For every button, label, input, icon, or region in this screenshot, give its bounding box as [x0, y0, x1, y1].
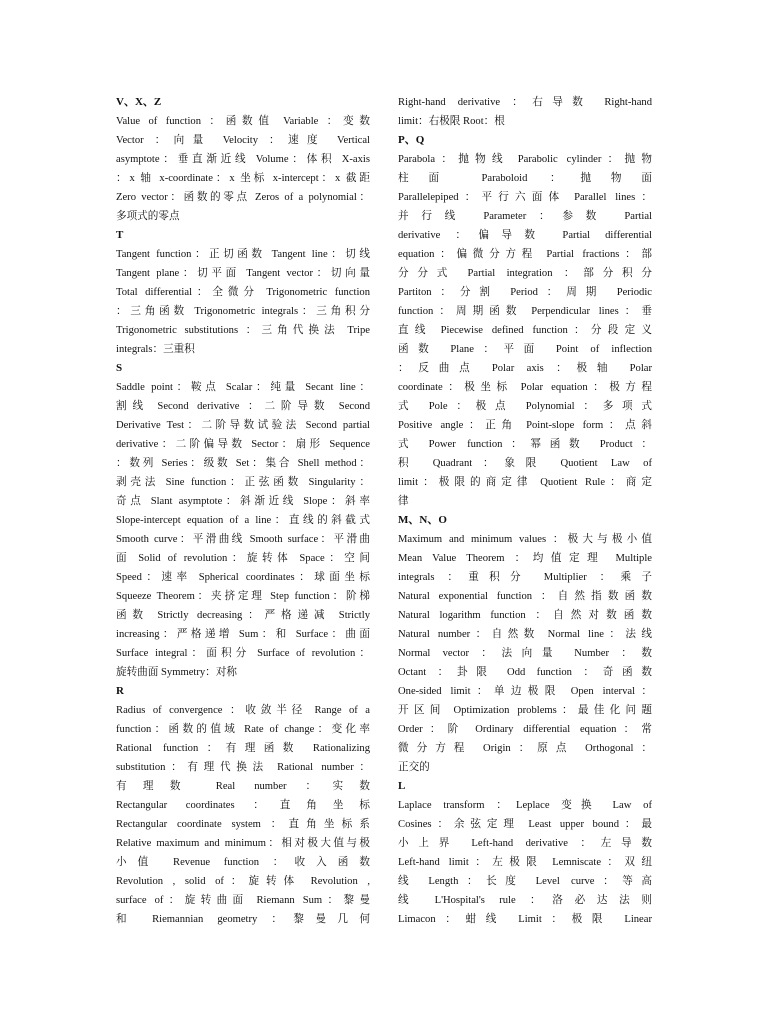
glossary-line: Normal vector ：法向量 Number ：数 [398, 648, 652, 659]
glossary-line: function：函数的值域 Rate of change：变化率 [116, 724, 370, 735]
section-heading: T [116, 229, 124, 241]
glossary-line: Squeeze Theorem：夹挤定理 Step function：阶梯 [116, 591, 370, 602]
glossary-line: 分分式 Partial integration ：部分积分 [398, 268, 652, 279]
glossary-line: limit：右极限 Root：根 [398, 116, 505, 127]
glossary-line: 微分方程 Origin：原点 Orthogonal： [398, 743, 652, 754]
glossary-line: ：反曲点 Polar axis ：极轴 Polar [398, 363, 652, 374]
section-heading: L [398, 780, 406, 792]
glossary-line: Right-hand derivative ：右导数 Right-hand [398, 97, 652, 108]
glossary-line: 直线 Piecewise defined function：分段定义 [398, 325, 652, 336]
glossary-line: Zero vector：函数的零点 Zeros of a polynomial： [116, 192, 370, 203]
section-heading: M、N、O [398, 514, 447, 526]
glossary-line: 函数 Plane：平面 Point of inflection [398, 344, 652, 355]
glossary-line: substitution：有理代换法 Rational number： [116, 762, 370, 773]
glossary-line: Natural exponential function ：自然指数函数 [398, 591, 652, 602]
glossary-line: Total differential：全微分 Trigonometric function [116, 287, 370, 298]
glossary-line: integrals ：重积分 Multiplier ：乘子 [398, 572, 652, 583]
glossary-line: Cosines：余弦定理 Least upper bound：最 [398, 819, 652, 830]
glossary-line: ：三角函数 Trigonometric integrals：三角积分 [116, 306, 370, 317]
glossary-line: 剥壳法 Sine function：正弦函数 Singularity： [116, 477, 370, 488]
glossary-line: increasing：严格递增 Sum：和 Surface：曲面 [116, 629, 370, 640]
glossary-line: 并行线 Parameter：参数 Partial [398, 211, 652, 222]
glossary-line: 线 Length：长度 Level curve：等高 [398, 876, 652, 887]
glossary-line: derivative：二阶偏导数 Sector：扇形 Sequence [116, 439, 370, 450]
glossary-line: asymptote：垂直渐近线 Volume：体积 X-axis [116, 154, 370, 165]
glossary-line: equation：偏微分方程 Partial fractions：部 [398, 249, 652, 260]
glossary-line: 函数 Strictly decreasing：严格递减 Strictly [116, 610, 370, 621]
glossary-line: 律 [398, 496, 409, 507]
glossary-line: Derivative Test：二阶导数试验法 Second partial [116, 420, 370, 431]
glossary-line: Surface integral：面积分 Surface of revolution： [116, 648, 370, 659]
glossary-line: coordinate：极坐标 Polar equation：极方程 [398, 382, 652, 393]
glossary-line: Maximum and minimum values ：极大与极小值 [398, 534, 652, 545]
glossary-line: Value of function ：函数值 Variable ：变数 [116, 116, 370, 127]
section-heading: S [116, 362, 123, 374]
glossary-line: surface of：旋转曲面 Riemann Sum：黎曼 [116, 895, 370, 906]
glossary-line: Parabola：抛物线 Parabolic cylinder：抛物 [398, 154, 652, 165]
glossary-line: 式 Power function：幂函数 Product： [398, 439, 652, 450]
glossary-line: Natural number：自然数 Normal line：法线 [398, 629, 652, 640]
section-heading: R [116, 685, 124, 697]
glossary-line: 和 Riemannian geometry ：黎曼几何 [116, 914, 370, 925]
glossary-line: 柱面 Paraboloid ：抛物面 [398, 173, 652, 184]
right-column [398, 93, 652, 929]
glossary-line: Tangent function：正切函数 Tangent line：切线 [116, 249, 370, 260]
glossary-line: 开区间 Optimization problems：最佳化问题 [398, 705, 652, 716]
glossary-line: 正交的 [398, 762, 430, 773]
glossary-line: 面 Solid of revolution：旋转体 Space：空间 [116, 553, 370, 564]
glossary-line: derivative ：偏导数 Partial differential [398, 230, 652, 241]
glossary-line: Rectangular coordinate system ：直角坐标系 [116, 819, 370, 830]
glossary-line: ：数列 Series：级数 Set：集合 Shell method： [116, 458, 370, 469]
glossary-line: Vector ：向量 Velocity ：速度 Vertical [116, 135, 370, 146]
glossary-line: Revolution , solid of：旋转体 Revolution , [116, 876, 370, 887]
glossary-line: Saddle point：鞍点 Scalar：纯量 Secant line： [116, 382, 370, 393]
glossary-line: Rectangular coordinates ：直角坐标 [116, 800, 370, 811]
glossary-line: Mean Value Theorem ：均值定理 Multiple [398, 553, 652, 564]
glossary-line: 线 L'Hospital's rule ：洛必达法则 [398, 895, 652, 906]
glossary-line: Partiton：分割 Period：周期 Periodic [398, 287, 652, 298]
glossary-line: 式 Pole：极点 Polynomial：多项式 [398, 401, 652, 412]
glossary-line: 小上界 Left-hand derivative ：左导数 [398, 838, 652, 849]
glossary-line: Limacon：蚶线 Limit：极限 Linear [398, 914, 652, 925]
glossary-line: Smooth curve：平滑曲线 Smooth surface：平滑曲 [116, 534, 370, 545]
glossary-line: 多项式的零点 [116, 211, 180, 222]
glossary-line: Rational function：有理函数 Rationalizing [116, 743, 370, 754]
glossary-line: 割线 Second derivative ：二阶导数 Second [116, 401, 370, 412]
glossary-line: Trigonometric substitutions ：三角代换法 Tripe [116, 325, 370, 336]
glossary-line: Natural logarithm function ：自然对数函数 [398, 610, 652, 621]
glossary-line: Octant ：卦限 Odd function ：奇函数 [398, 667, 652, 678]
glossary-line: 小值 Revenue function ：收入函数 [116, 857, 370, 868]
glossary-line: ：x 轴 x-coordinate：x 坐标 x-intercept：x 截距 [116, 173, 370, 184]
section-heading: P、Q [398, 134, 425, 146]
glossary-line: integrals：三重积 [116, 344, 195, 355]
glossary-line: Speed：速率 Spherical coordinates：球面坐标 [116, 572, 370, 583]
left-column [116, 93, 370, 929]
glossary-line: Left-hand limit：左极限 Lemniscate：双纽 [398, 857, 652, 868]
glossary-line: Laplace transform ：Leplace 变换 Law of [398, 800, 652, 811]
glossary-line: Parallelepiped：平行六面体 Parallel lines： [398, 192, 652, 203]
glossary-line: Relative maximum and minimum：相对极大值与极 [116, 838, 370, 849]
glossary-line: Radius of convergence ：收敛半径 Range of a [116, 705, 370, 716]
glossary-line: 旋转曲面 Symmetry：对称 [116, 667, 237, 678]
glossary-line: 积 Quadrant：象限 Quotient Law of [398, 458, 652, 469]
glossary-line: Order：阶 Ordinary differential equation：常 [398, 724, 652, 735]
section-heading: V、X、Z [116, 96, 162, 108]
glossary-line: Tangent plane：切平面 Tangent vector：切向量 [116, 268, 370, 279]
glossary-line: Slope-intercept equation of a line：直线的斜截式 [116, 515, 370, 526]
glossary-line: 奇点 Slant asymptote：斜渐近线 Slope：斜率 [116, 496, 370, 507]
glossary-line: One-sided limit：单边极限 Open interval： [398, 686, 652, 697]
glossary-line: function：周期函数 Perpendicular lines：垂 [398, 306, 652, 317]
glossary-line: Positive angle：正角 Point-slope form：点斜 [398, 420, 652, 431]
glossary-line: limit：极限的商定律 Quotient Rule：商定 [398, 477, 652, 488]
glossary-line: 有理数 Real number ：实数 [116, 781, 370, 792]
